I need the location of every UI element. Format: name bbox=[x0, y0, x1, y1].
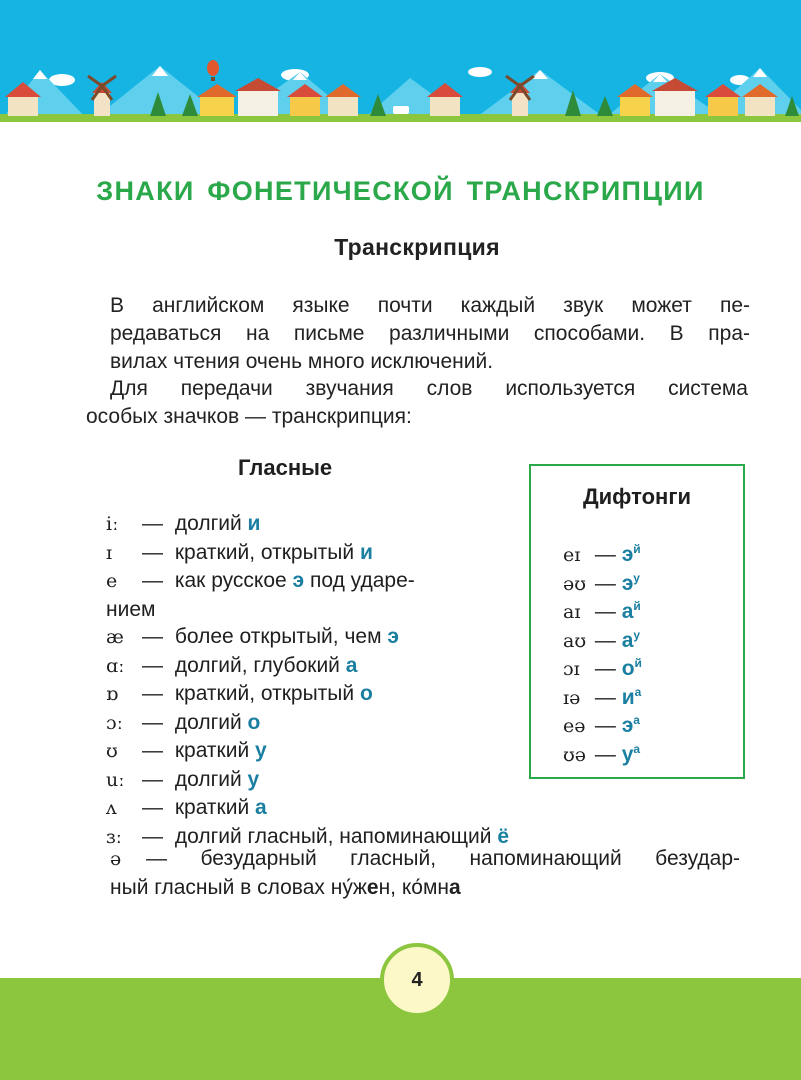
vowel-description: долгий bbox=[174, 710, 248, 734]
list-item bbox=[563, 712, 642, 741]
russian-equivalent: о bbox=[359, 682, 373, 705]
phonetic-symbol: ɒ bbox=[106, 683, 119, 705]
russian-equivalent: а bbox=[621, 628, 634, 652]
phonetic-symbol: ə bbox=[110, 848, 122, 870]
russian-superscript: у bbox=[633, 627, 641, 642]
phonetic-symbol: ɪə bbox=[563, 686, 581, 709]
list-item bbox=[106, 766, 506, 795]
phonetic-symbol: ɑː bbox=[106, 654, 125, 677]
phonetic-symbol: e bbox=[106, 570, 118, 592]
dash: — bbox=[594, 600, 616, 623]
russian-equivalent: а bbox=[345, 653, 358, 677]
russian-equivalent: у bbox=[255, 739, 267, 762]
russian-equivalent: э bbox=[292, 569, 305, 592]
schwa-line-1 bbox=[110, 845, 740, 874]
text-line: особых значков — транскрипция: bbox=[86, 405, 412, 428]
section-subtitle: Транскрипция bbox=[334, 234, 500, 260]
phonetic-symbol: əʊ bbox=[563, 572, 587, 595]
dash: — bbox=[594, 714, 616, 737]
dash: — bbox=[142, 512, 163, 535]
list-item bbox=[106, 737, 506, 766]
page-number: 4 bbox=[380, 943, 454, 1017]
text-line: Для передачи звучания слов используется система bbox=[110, 377, 748, 400]
list-item bbox=[106, 596, 506, 624]
russian-equivalent: о bbox=[621, 657, 635, 680]
russian-equivalent: у bbox=[247, 767, 260, 791]
vowel-description: краткий, открытый bbox=[174, 540, 360, 564]
phonetic-symbol: ɪ bbox=[106, 541, 113, 564]
diphthongs-heading: Дифтонги bbox=[582, 484, 692, 509]
russian-equivalent: э bbox=[387, 625, 399, 648]
list-item bbox=[106, 510, 506, 539]
phonetic-symbol: uː bbox=[106, 768, 125, 791]
dash: — bbox=[142, 739, 163, 762]
dash: — bbox=[142, 540, 163, 564]
list-item bbox=[563, 570, 642, 599]
intro-paragraph-2 bbox=[86, 375, 748, 431]
phonetic-symbol: aɪ bbox=[563, 601, 581, 623]
phonetic-symbol: ʊ bbox=[106, 740, 118, 762]
list-item bbox=[106, 709, 506, 738]
dash: — bbox=[142, 625, 163, 648]
dash: — bbox=[142, 710, 163, 734]
list-item bbox=[106, 794, 506, 823]
list-item bbox=[106, 652, 506, 681]
vowel-description: краткий bbox=[174, 739, 256, 762]
russian-equivalent: и bbox=[359, 540, 373, 564]
russian-superscript: у bbox=[633, 570, 640, 585]
diphthongs-list bbox=[563, 541, 642, 769]
list-item bbox=[563, 741, 642, 770]
dash: — bbox=[594, 657, 616, 680]
russian-superscript: а bbox=[633, 741, 641, 756]
list-item bbox=[563, 627, 642, 656]
list-item bbox=[563, 598, 642, 627]
intro-paragraph-1 bbox=[110, 292, 750, 376]
russian-equivalent: э bbox=[621, 571, 634, 595]
russian-equivalent: и bbox=[247, 512, 261, 535]
dash: — bbox=[142, 767, 163, 791]
vowel-description: краткий, открытый bbox=[174, 682, 360, 705]
list-item bbox=[563, 541, 642, 570]
dash: — bbox=[142, 682, 163, 705]
russian-superscript: й bbox=[634, 656, 642, 670]
dash: — bbox=[142, 796, 163, 819]
vowel-description: долгий bbox=[174, 512, 248, 535]
dash: — bbox=[142, 824, 163, 848]
russian-superscript: а bbox=[634, 684, 642, 699]
dash: — bbox=[142, 569, 163, 592]
schwa-description: безударный гласный, напоминающий безудар- bbox=[200, 847, 740, 870]
phonetic-symbol: aʊ bbox=[563, 629, 587, 652]
vowel-description: нием bbox=[106, 597, 156, 621]
dash: — bbox=[594, 628, 616, 652]
list-item bbox=[106, 623, 506, 652]
russian-equivalent: а bbox=[621, 600, 634, 623]
list-item bbox=[563, 655, 642, 684]
russian-equivalent: у bbox=[621, 742, 634, 766]
vowel-description: долгий bbox=[174, 767, 248, 791]
russian-equivalent: и bbox=[621, 685, 635, 709]
dash: — bbox=[594, 685, 616, 709]
text-line: В английском языке почти каждый звук может пе- bbox=[110, 294, 750, 317]
vowel-description: как русское bbox=[174, 569, 293, 592]
vowels-heading: Гласные bbox=[238, 455, 333, 480]
schwa-example-text: н, ко́мн bbox=[378, 875, 449, 899]
schwa-entry bbox=[110, 845, 740, 901]
russian-equivalent: о bbox=[247, 710, 261, 734]
phonetic-symbol: ɔɪ bbox=[563, 658, 580, 680]
russian-equivalent: э bbox=[621, 543, 634, 566]
russian-superscript: й bbox=[633, 542, 641, 556]
phonetic-symbol: eɪ bbox=[563, 544, 581, 566]
phonetic-symbol: ɜː bbox=[106, 825, 123, 848]
list-item bbox=[563, 684, 642, 713]
list-item bbox=[106, 539, 506, 568]
page-title: ЗНАКИ ФОНЕТИЧЕСКОЙ ТРАНСКРИПЦИИ bbox=[96, 176, 705, 206]
dash: — bbox=[146, 847, 167, 870]
village-landscape-icon bbox=[0, 0, 801, 122]
vowel-description: краткий bbox=[174, 796, 256, 819]
phonetic-symbol: eə bbox=[563, 715, 586, 737]
schwa-example-text: ный гласный в словах ну́ж bbox=[110, 875, 367, 899]
header-banner-illustration bbox=[0, 0, 801, 122]
phonetic-symbol: ʌ bbox=[106, 797, 117, 819]
list-item bbox=[106, 567, 506, 596]
phonetic-symbol: ɔː bbox=[106, 711, 124, 734]
list-item bbox=[106, 680, 506, 709]
dash: — bbox=[594, 571, 616, 595]
text-line: вилах чтения очень много исключений. bbox=[110, 350, 494, 373]
russian-equivalent: а bbox=[255, 796, 267, 819]
vowel-description: более открытый, чем bbox=[174, 625, 388, 648]
text-line: редаваться на письме различными способами. В пра- bbox=[110, 322, 750, 345]
stressed-letter: е bbox=[366, 875, 379, 899]
vowel-description: долгий гласный, напоминающий bbox=[174, 824, 498, 848]
dash: — bbox=[594, 742, 616, 766]
phonetic-symbol: æ bbox=[106, 626, 124, 648]
vowels-list bbox=[106, 510, 510, 851]
schwa-line-2 bbox=[110, 874, 740, 902]
russian-equivalent: ё bbox=[497, 824, 510, 848]
diphthongs-box bbox=[529, 464, 745, 779]
vowel-description: долгий, глубокий bbox=[174, 653, 346, 677]
phonetic-symbol: ʊə bbox=[563, 743, 587, 766]
russian-superscript: а bbox=[633, 713, 640, 727]
russian-equivalent: э bbox=[621, 714, 634, 737]
russian-superscript: й bbox=[633, 599, 641, 613]
dash: — bbox=[142, 653, 163, 677]
phonetic-symbol: iː bbox=[106, 513, 119, 535]
stressed-letter: а bbox=[448, 875, 461, 899]
vowel-description-continued: под ударе- bbox=[304, 569, 415, 592]
dash: — bbox=[594, 543, 616, 566]
